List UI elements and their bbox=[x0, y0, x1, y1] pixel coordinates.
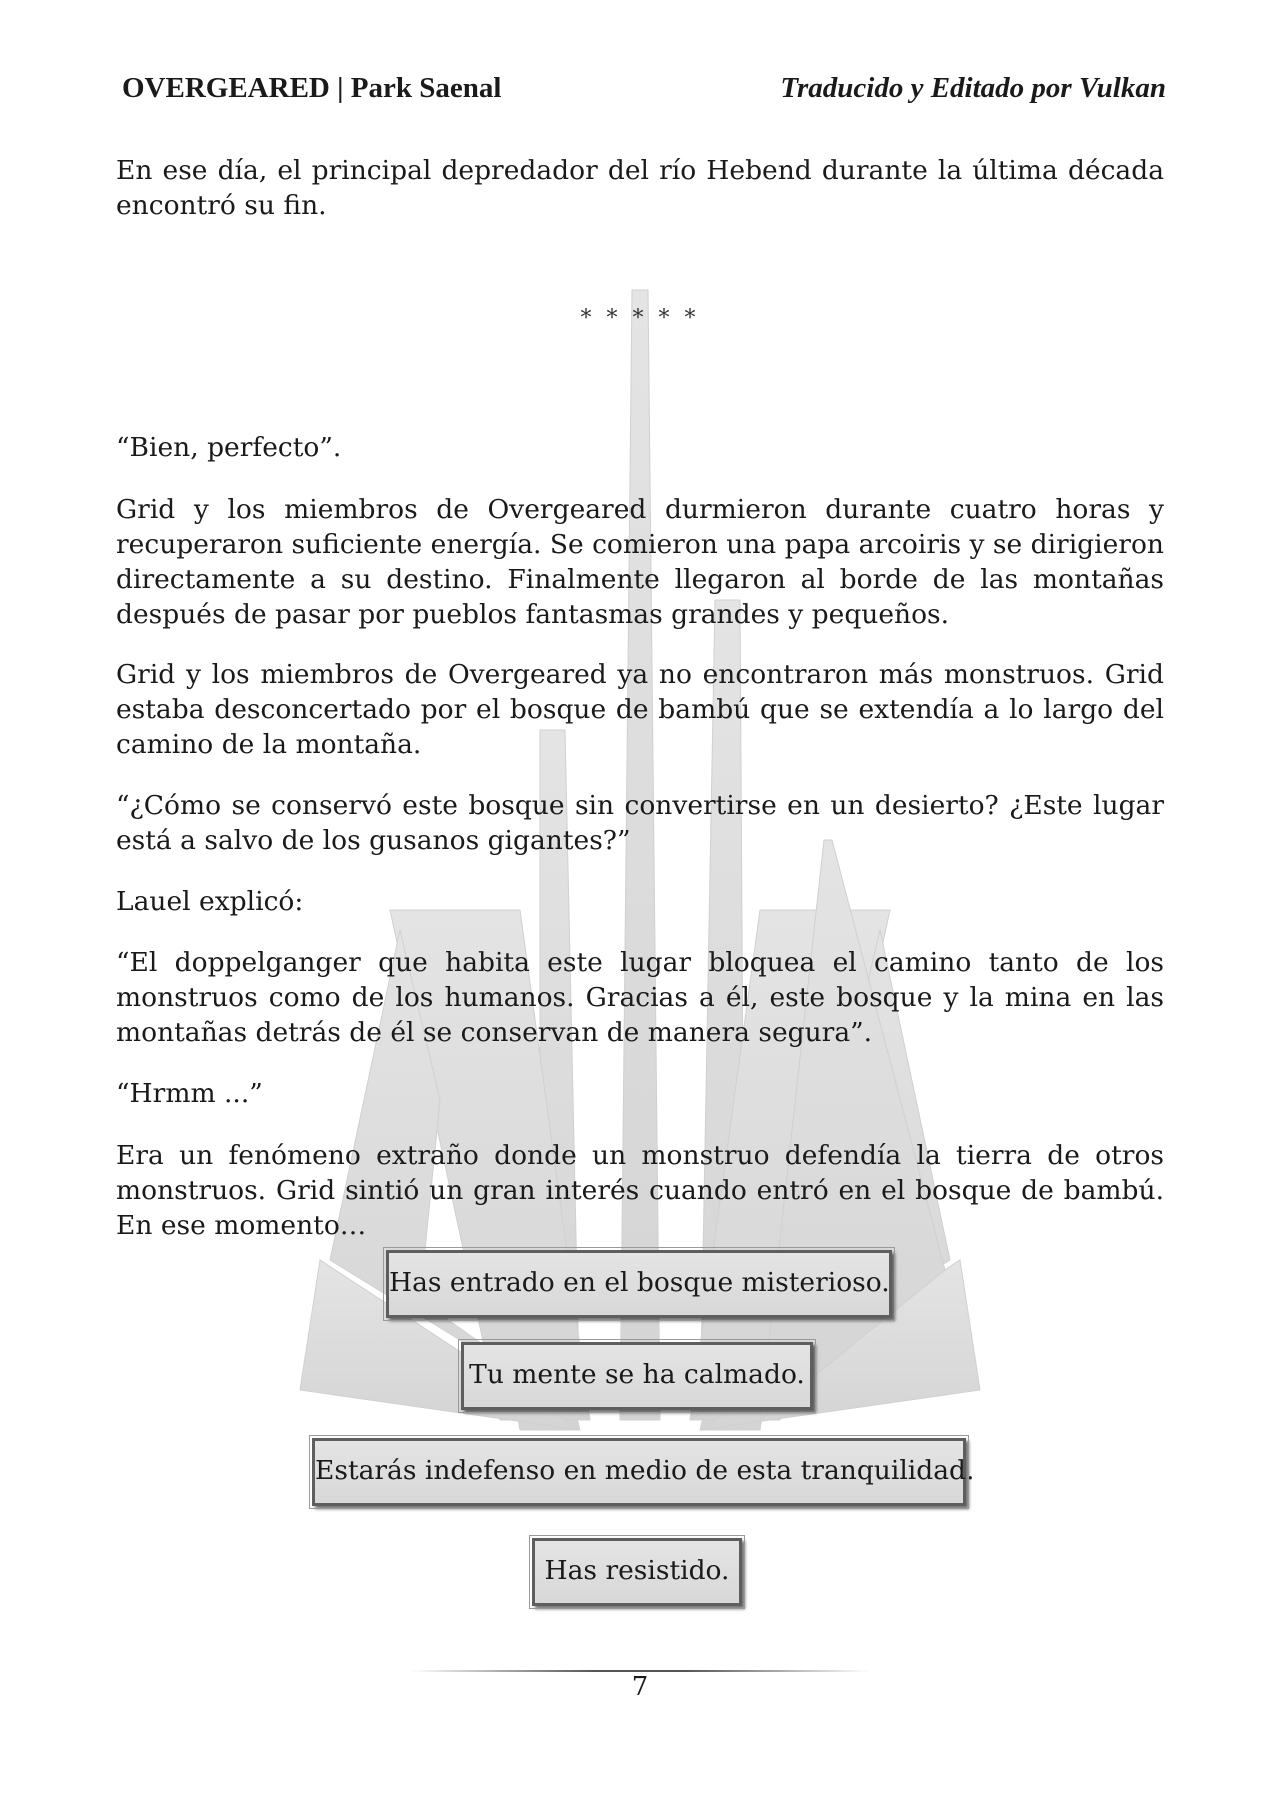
page-header bbox=[122, 72, 1166, 112]
paragraph: “El doppelganger que habita este lugar bloquea el camino tanto de los monstruos como de los humanos. Gracias a él, este bosque y la mina en las montañas detrás de él se conservan de manera segura”. bbox=[116, 947, 1164, 1048]
paragraph: Grid y los miembros de Overgeared ya no encontraron más monstruos. Grid estaba desconcertado por el bosque de bambú que se extendía a lo largo del camino de la montaña. bbox=[116, 659, 1164, 760]
system-message-box: Has resistido. bbox=[532, 1538, 742, 1606]
paragraph: En ese día, el principal depredador del río Hebend durante la última década encontró su fin. bbox=[116, 155, 1164, 221]
scene-separator: * * * * * bbox=[580, 306, 700, 331]
system-message-box: Estarás indefenso en medio de esta tranquilidad. bbox=[312, 1438, 966, 1506]
header-book-title: OVERGEARED | Park Saenal bbox=[122, 72, 502, 104]
paragraph: Grid y los miembros de Overgeared durmieron durante cuatro horas y recuperaron suficiente energía. Se comieron una papa arcoiris y se dirigieron directamente a su destino. Finalmente llegaron al borde de las montañas después de pasar por pueblos fantasmas grandes y pequeños. bbox=[116, 494, 1164, 630]
page-number: 7 bbox=[631, 1672, 649, 1702]
system-message-box: Tu mente se ha calmado. bbox=[461, 1342, 813, 1410]
paragraph: “¿Cómo se conservó este bosque sin convertirse en un desierto? ¿Este lugar está a salvo de los gusanos gigantes?” bbox=[116, 790, 1164, 856]
paragraph: “Bien, perfecto”. bbox=[116, 432, 342, 463]
paragraph: Lauel explicó: bbox=[116, 886, 304, 917]
paragraph: “Hrmm ...” bbox=[116, 1078, 263, 1109]
system-message-box: Has entrado en el bosque misterioso. bbox=[386, 1250, 892, 1318]
paragraph: Era un fenómeno extraño donde un monstruo defendía la tierra de otros monstruos. Grid sintió un gran interés cuando entró en el bosque de bambú. En ese momento… bbox=[116, 1140, 1164, 1241]
header-translator-credit: Traducido y Editado por Vulkan bbox=[780, 72, 1166, 104]
